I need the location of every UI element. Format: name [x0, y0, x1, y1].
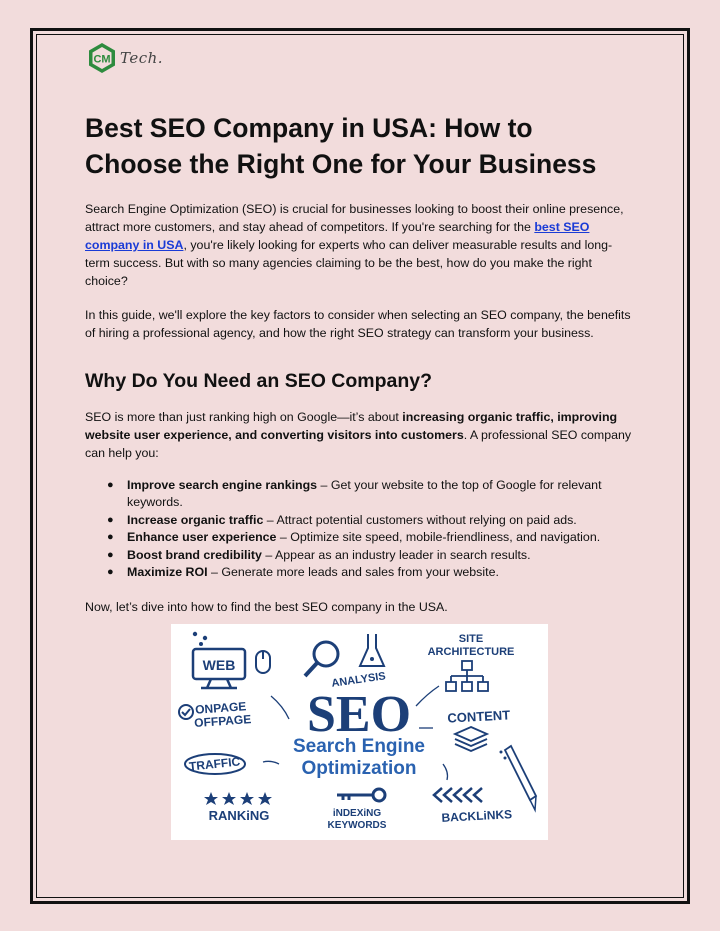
list-item-bold: Boost brand credibility: [127, 547, 262, 562]
bullet-icon: ●: [107, 566, 114, 579]
list-item: [107, 529, 637, 546]
site-label: SITE: [458, 633, 484, 645]
sitemap-icon: [446, 661, 488, 691]
why-text-b: . A professional SEO company can help you:: [85, 428, 632, 460]
guide-paragraph: In this guide, we'll explore the key factors to consider when selecting an SEO company, the benefits of hiring a professional agency, and how the right SEO strategy can transform your business.: [85, 308, 631, 340]
section-heading: Why Do You Need an SEO Company?: [85, 370, 433, 392]
article: [85, 110, 635, 616]
best-seo-company-link[interactable]: best SEO company in USA: [85, 220, 590, 252]
list-item: [107, 512, 637, 529]
offpage-label: OFFPAGE: [193, 712, 252, 730]
article-title: Best SEO Company in USA: How to Choose the Right One for Your Business: [85, 113, 597, 179]
monitor-icon: [193, 649, 245, 688]
magnifier-icon: [305, 642, 338, 676]
logo-mark: CM: [93, 53, 111, 66]
layers-icon: [455, 727, 487, 751]
list-item-bold: Improve search engine rankings: [127, 478, 318, 492]
company-logo: [86, 41, 163, 75]
dots-icon: [193, 632, 207, 646]
list-item: [107, 477, 637, 512]
backlinks-label: BACKLiNKS: [441, 807, 513, 825]
search-engine-label: Search Engine: [293, 736, 425, 757]
list-item-text: – Attract potential customers without relying on paid ads.: [263, 512, 577, 527]
list-item: [107, 564, 637, 581]
mouse-icon: [256, 651, 270, 673]
list-item: [107, 547, 637, 564]
pencil-icon: [500, 746, 537, 810]
why-paragraph: [85, 408, 635, 462]
onpage-label: ONPAGE: [194, 699, 247, 717]
list-item-text: – Get your website to the top of Google for relevant keywords.: [127, 478, 602, 510]
bullet-icon: ●: [107, 513, 114, 526]
closing-paragraph: Now, let’s dive into how to find the best SEO company in the USA.: [85, 600, 448, 615]
intro-paragraph: [85, 200, 635, 290]
benefits-list: [85, 477, 637, 581]
intro-text-b: , you're likely looking for experts who can deliver measurable results and long-term success. But with so many agencies claiming to be the best, how do you make the right choice?: [85, 238, 613, 288]
flask-icon: [360, 634, 384, 666]
chevrons-icon: [434, 788, 482, 802]
list-item-text: – Optimize site speed, mobile-friendliness, and navigation.: [276, 530, 601, 545]
list-item-bold: Increase organic traffic: [127, 512, 264, 527]
keywords-label: KEYWORDS: [327, 820, 387, 831]
ranking-label: RANKiNG: [208, 808, 270, 823]
why-text-bold: increasing organic traffic, improving website user experience, and converting visitors into customers: [85, 410, 618, 442]
cm-logo-icon: [86, 42, 118, 74]
bullet-icon: ●: [107, 548, 114, 561]
list-item-bold: Enhance user experience: [127, 530, 277, 545]
bullet-icon: ●: [107, 531, 114, 544]
traffic-label: TRAFFIC: [188, 754, 241, 774]
seo-illustration: [171, 624, 548, 840]
web-label: WEB: [202, 657, 236, 673]
analysis-label: ANALYSIS: [330, 670, 387, 690]
list-item-text: – Generate more leads and sales from your website.: [207, 565, 499, 580]
stars-icon: [204, 792, 272, 805]
list-item-text: – Appear as an industry leader in search results.: [261, 547, 531, 562]
bullet-icon: ●: [107, 479, 114, 491]
indexing-label: iNDEXiNG: [332, 808, 382, 819]
list-item-bold: Maximize ROI: [127, 565, 208, 580]
why-text-a: SEO is more than just ranking high on Google—it’s about: [85, 410, 403, 424]
check-icon: [179, 705, 193, 719]
architecture-label: ARCHITECTURE: [427, 646, 515, 658]
content-label: CONTENT: [446, 707, 511, 726]
logo-text: Tech.: [120, 49, 164, 67]
optimization-label: Optimization: [301, 758, 417, 779]
seo-title: SEO: [306, 686, 412, 743]
key-icon: [337, 789, 385, 801]
intro-text-a: Search Engine Optimization (SEO) is crucial for businesses looking to boost their online presence, attract more customers, and stay ahead of competitors. If you're searching for the: [85, 202, 624, 234]
